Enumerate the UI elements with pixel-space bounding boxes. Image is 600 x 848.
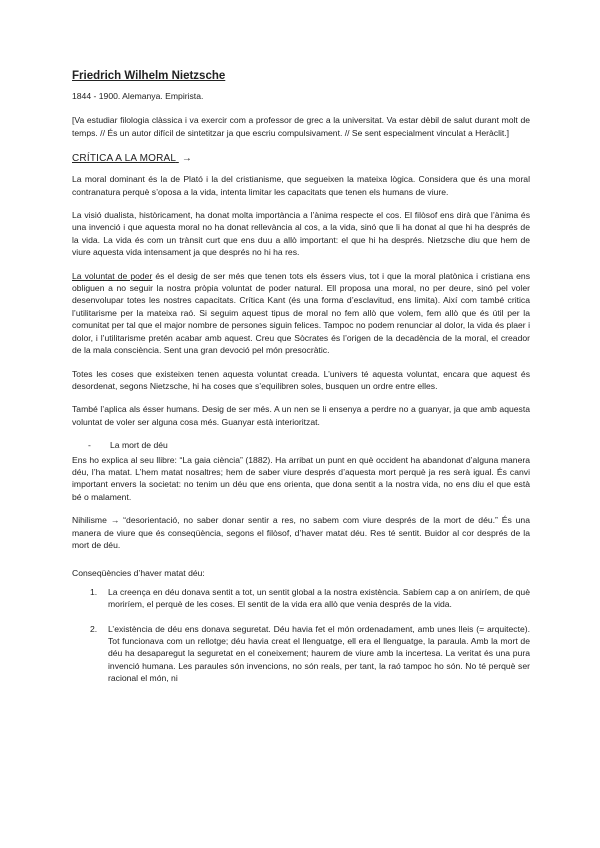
paragraph-moral: La moral dominant és la de Plató i la del cristianisme, que segueixen la mateixa lògica. Considera que és una moral contranatura perquè s’oposa a la vida, intenta limitar les capacitats que tenen els humans de viure. (72, 174, 530, 197)
section-title: CRÍTICA A LA MORAL (72, 153, 176, 165)
consequences-heading: Conseqüències d’haver matat déu: (72, 568, 205, 579)
paragraph-universe: Totes les coses que existeixen tenen aquesta voluntat creada. L’univers té aquesta voluntat, encara que aquest és desordenat, segons Nietzsche, hi ha coses que s’equilibren soles, busquen un ordre entre elles. (72, 368, 530, 391)
paragraph-dualism: La visió dualista, històricament, ha donat molta importància a l’ànima respecte el cos. El filòsof ens dirà que l’ànima és una invenció i que aquesta moral no ha donat rellevància al cos, a la vida, sinó que li ha donat al que hi ha després de la vida. La vida és com un trànsit curt que ens duu a allò important: el que hi ha després. Nietzsche diu que hem de viure aquesta vida intensament ja que després no hi ha res. (72, 210, 530, 258)
dash-item-label: La mort de déu (110, 440, 168, 451)
list-item (72, 586, 530, 611)
dates-line: 1844 - 1900. Alemanya. Empirista. (72, 91, 204, 101)
consequences-list (72, 586, 530, 685)
list-number: 1. (90, 586, 98, 597)
section-heading (72, 153, 530, 164)
arrow-icon: → (181, 153, 193, 165)
list-text: L’existència de déu ens donava seguretat. Déu havia fet el món ordenadament, amb unes lleis (= arquitecte). Tot funcionava com un rellotge; déu havia creat el llenguatge, ell era el llenguatge, la paraula. Amb la mort de déu ha desaparegut la seguretat en el coneixement; haurem de viure amb la incertesa. La veritat és una pura invenció humana. Les paraules són invencions, no són reals, per tant, la raó tampoc ho són. No té perquè ser racional el món, ni (108, 623, 530, 684)
bio-note: [Va estudiar filologia clàssica i va exercir com a professor de grec a la universitat. Va estar dèbil de salut durant molt de temps. // És un autor difícil de sintetitzar ja que escriu compulsivament. // Se sent especialment vinculat a Heràclit.] (72, 115, 530, 138)
paragraph-gay-science: Ens ho explica al seu llibre: “La gaia ciència” (1882). Ha arribat un punt en què occident ha abandonat d’alguna manera déu, l’ha matat. L’hem matat nosaltres; hem de saber viure després d’aquesta mort perquè ja res serà igual. És canvi important envers la societat: no tenim un déu que ens orienta, que dona sentit a la nostra vida, no ens diu el que està bé o malament. (72, 454, 530, 502)
paragraph-nihilism: Nihilisme → “desorientació, no saber donar sentir a res, no sabem com viure després de la mort de déu.” És una manera de viure que és conseqüència, segons el filòsof, d’haver matat déu. Res té sentit. Buidor al cor després de la mort de déu. (72, 515, 530, 550)
paragraph-humans: També l’aplica als ésser humans. Desig de ser més. A un nen se li ensenya a perdre no a guanyar, ja que amb aquesta voluntat de voler ser alguna cosa més. Guanyar està interioritzat. (72, 404, 530, 427)
document-page (72, 70, 530, 697)
list-number: 2. (90, 623, 98, 634)
list-text: La creença en déu donava sentit a tot, un sentit global a la nostra existència. Sabíem cap a on aniríem, de què moriríem, el perquè de les coses. El sentit de la vida era allò que venia després de la vida. (108, 586, 530, 610)
dash-marker: - (88, 440, 91, 451)
will-to-power-text: és el desig de ser més que tenen tots els éssers vius, tot i que la moral platònica i cristiana ens obliguen a no seguir la nostra pròpia voluntat de poder natural. Ell proposa una moral, no per deure, sinó pel voler desenvolupar totes les nostres capacitats. Crítica Kant (és una forma d’esclavitud, ens limita). Així com també critica l’utilitarisme per la mateixa raó. Si seguim aquest tipus de moral no fem allò que volem, fem allò que és útil per la comunitat per tal que el major nombre de persones siguin felices. Tampoc no podem renunciar al dolor, la vida és plaer i dolor, i l’utilitarisme pretén acabar amb aquest. Creu que Sòcrates és l’origen de la decadència de la moral, el creador de la mala consciència. Sent una gran devoció pel món presocràtic. (72, 270, 531, 356)
list-item (72, 623, 530, 685)
paragraph-will-to-power (72, 270, 530, 357)
will-to-power-term: La voluntat de poder (72, 270, 153, 281)
list-item-death-of-god (88, 439, 530, 451)
document-title: Friedrich Wilhelm Nietzsche (72, 70, 226, 82)
